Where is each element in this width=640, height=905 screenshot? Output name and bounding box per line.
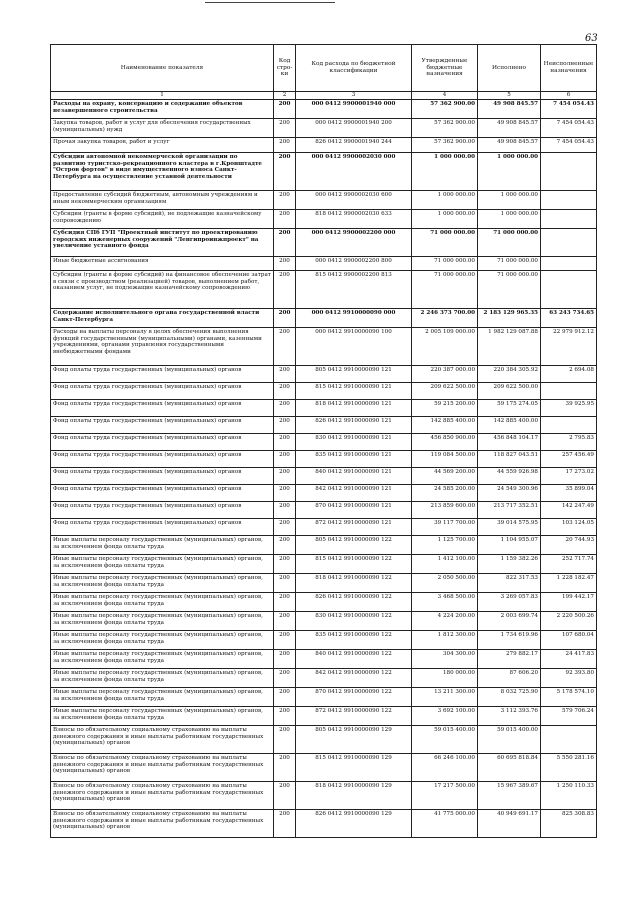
table-row: [51, 138, 597, 153]
table-row: [51, 574, 597, 593]
table-row: [51, 726, 597, 754]
row-name: Субсидии (гранты в форме субсидий) на финансовое обеспечение затрат в связи с производством (реализацией) товаров, выполнением работ, оказанием услуг, не подлежащие казначейскому сопровождению: [51, 271, 274, 309]
row-approved: 220 387 000.00: [412, 366, 478, 383]
row-line-code: 200: [274, 468, 296, 485]
row-executed: 24 549 300.96: [478, 485, 541, 502]
row-budget-code: 815 0412 9900002200 813: [296, 271, 412, 309]
row-budget-code: 815 0412 9910000090 121: [296, 383, 412, 400]
table-row: [51, 366, 597, 383]
row-name: Фонд оплаты труда государственных (муниципальных) органов: [51, 434, 274, 451]
table-row: [51, 502, 597, 519]
page-number: 63: [585, 33, 598, 44]
row-line-code: 200: [274, 631, 296, 650]
row-budget-code: 000 0412 9910000090 100: [296, 328, 412, 366]
row-unexecuted: 103 124.05: [541, 519, 597, 536]
table-header-row: [51, 45, 597, 92]
row-name: Содержание исполнительного органа государственной власти Санкт-Петербурга: [51, 309, 274, 328]
row-approved: 71 000 000.00: [412, 257, 478, 271]
table-row: [51, 468, 597, 485]
row-executed: 59 015 400.00: [478, 726, 541, 754]
row-line-code: 200: [274, 191, 296, 210]
row-unexecuted: [541, 153, 597, 191]
row-line-code: 200: [274, 555, 296, 574]
row-executed: 213 717 352.51: [478, 502, 541, 519]
row-unexecuted: 825 308.83: [541, 810, 597, 838]
row-line-code: 200: [274, 257, 296, 271]
row-approved: 3 692 100.00: [412, 707, 478, 726]
table-row: [51, 650, 597, 669]
table-body: [51, 100, 597, 838]
row-approved: 57 362 900.00: [412, 119, 478, 138]
row-budget-code: 000 0412 9900001940 200: [296, 119, 412, 138]
row-executed: 2 183 129 965.35: [478, 309, 541, 328]
row-name: Иные выплаты персоналу государственных (муниципальных) органов, за исключением фонда оплаты труда: [51, 650, 274, 669]
row-executed: 60 695 818.84: [478, 754, 541, 782]
row-line-code: 200: [274, 138, 296, 153]
row-approved: 456 850 900.00: [412, 434, 478, 451]
row-name: Закупка товаров, работ и услуг для обеспечения государственных (муниципальных) нужд: [51, 119, 274, 138]
row-name: Иные выплаты персоналу государственных (муниципальных) органов, за исключением фонда оплаты труда: [51, 536, 274, 555]
table-row: [51, 707, 597, 726]
row-name: Иные выплаты персоналу государственных (муниципальных) органов, за исключением фонда оплаты труда: [51, 669, 274, 688]
table-row: [51, 631, 597, 650]
row-approved: 2 246 373 700.00: [412, 309, 478, 328]
row-unexecuted: 24 417.83: [541, 650, 597, 669]
row-unexecuted: 5 550 281.16: [541, 754, 597, 782]
row-name: Взносы по обязательному социальному страхованию на выплаты денежного содержания и иные выплаты работникам государственных (муниципальных) органов: [51, 726, 274, 754]
row-unexecuted: 39 925.95: [541, 400, 597, 417]
row-budget-code: 000 0412 9900001940 000: [296, 100, 412, 119]
row-line-code: 200: [274, 612, 296, 631]
row-approved: 1 125 700.00: [412, 536, 478, 555]
row-line-code: 200: [274, 153, 296, 191]
row-line-code: 200: [274, 485, 296, 502]
row-budget-code: 826 0412 9910000090 121: [296, 417, 412, 434]
row-name: Фонд оплаты труда государственных (муниципальных) органов: [51, 451, 274, 468]
row-executed: 87 606.20: [478, 669, 541, 688]
row-name: Иные выплаты персоналу государственных (муниципальных) органов, за исключением фонда оплаты труда: [51, 688, 274, 707]
row-unexecuted: 199 442.17: [541, 593, 597, 612]
row-name: Расходы на охрану, консервацию и содержание объектов незавершенного строительства: [51, 100, 274, 119]
row-name: Взносы по обязательному социальному страхованию на выплаты денежного содержания и иные выплаты работникам государственных (муниципальных) органов: [51, 810, 274, 838]
row-unexecuted: 20 744.93: [541, 536, 597, 555]
row-approved: 209 622 500.00: [412, 383, 478, 400]
row-line-code: 200: [274, 434, 296, 451]
row-executed: 220 384 305.92: [478, 366, 541, 383]
row-approved: 142 885 400.00: [412, 417, 478, 434]
row-executed: 456 848 104.17: [478, 434, 541, 451]
row-name: Фонд оплаты труда государственных (муниципальных) органов: [51, 468, 274, 485]
row-executed: 49 908 845.57: [478, 119, 541, 138]
row-line-code: 200: [274, 810, 296, 838]
row-budget-code: 826 0412 9910000090 129: [296, 810, 412, 838]
row-unexecuted: 579 706.24: [541, 707, 597, 726]
table-row: [51, 328, 597, 366]
table-row: [51, 669, 597, 688]
row-line-code: 200: [274, 688, 296, 707]
row-unexecuted: [541, 271, 597, 309]
table-row: [51, 257, 597, 271]
row-executed: 8 032 725.90: [478, 688, 541, 707]
row-approved: 17 217 500.00: [412, 782, 478, 810]
top-rule: [205, 2, 335, 3]
row-executed: 3 112 393.76: [478, 707, 541, 726]
table-row: [51, 593, 597, 612]
row-unexecuted: 1 250 110.33: [541, 782, 597, 810]
row-approved: 1 412 100.00: [412, 555, 478, 574]
header-name: Наименование показателя: [51, 45, 274, 92]
row-name: Фонд оплаты труда государственных (муниципальных) органов: [51, 383, 274, 400]
row-approved: 304 300.00: [412, 650, 478, 669]
row-line-code: 200: [274, 328, 296, 366]
row-name: Фонд оплаты труда государственных (муниципальных) органов: [51, 366, 274, 383]
row-unexecuted: 107 680.04: [541, 631, 597, 650]
row-unexecuted: 257 456.49: [541, 451, 597, 468]
table-row: [51, 271, 597, 309]
table-row: [51, 612, 597, 631]
row-unexecuted: 22 979 912.12: [541, 328, 597, 366]
row-line-code: 200: [274, 271, 296, 309]
header-unexecuted: Неисполненные назначения: [541, 45, 597, 92]
row-budget-code: 872 0412 9910000090 121: [296, 519, 412, 536]
row-line-code: 200: [274, 519, 296, 536]
row-executed: 71 000 000.00: [478, 229, 541, 257]
row-approved: 1 000 000.00: [412, 153, 478, 191]
row-name: Иные бюджетные ассигнования: [51, 257, 274, 271]
row-budget-code: 000 0412 9900002030 000: [296, 153, 412, 191]
row-line-code: 200: [274, 366, 296, 383]
row-unexecuted: 142 247.49: [541, 502, 597, 519]
row-budget-code: 805 0412 9910000090 122: [296, 536, 412, 555]
row-executed: 59 175 274.05: [478, 400, 541, 417]
row-approved: 71 000 000.00: [412, 271, 478, 309]
row-executed: 279 882.17: [478, 650, 541, 669]
column-index: 1: [51, 92, 274, 100]
row-approved: 1 812 300.00: [412, 631, 478, 650]
row-budget-code: 830 0412 9910000090 121: [296, 434, 412, 451]
row-executed: 142 885 400.00: [478, 417, 541, 434]
row-budget-code: 818 0412 9910000090 122: [296, 574, 412, 593]
row-line-code: 200: [274, 309, 296, 328]
row-line-code: 200: [274, 593, 296, 612]
row-name: Прочая закупка товаров, работ и услуг: [51, 138, 274, 153]
row-line-code: 200: [274, 726, 296, 754]
row-budget-code: 000 0412 9900002030 600: [296, 191, 412, 210]
row-budget-code: 842 0412 9910000090 121: [296, 485, 412, 502]
row-approved: 24 585 200.00: [412, 485, 478, 502]
row-executed: 2 003 699.74: [478, 612, 541, 631]
table-row: [51, 555, 597, 574]
row-unexecuted: [541, 726, 597, 754]
row-line-code: 200: [274, 754, 296, 782]
row-approved: 44 569 200.00: [412, 468, 478, 485]
row-line-code: 200: [274, 210, 296, 229]
table-row: [51, 153, 597, 191]
row-approved: 39 117 700.00: [412, 519, 478, 536]
column-index: 4: [412, 92, 478, 100]
row-budget-code: 805 0412 9910000090 129: [296, 726, 412, 754]
row-executed: 1 000 000.00: [478, 191, 541, 210]
budget-execution-table: [50, 44, 597, 838]
row-budget-code: 835 0412 9910000090 121: [296, 451, 412, 468]
row-line-code: 200: [274, 400, 296, 417]
row-name: Взносы по обязательному социальному страхованию на выплаты денежного содержания и иные выплаты работникам государственных (муниципальных) органов: [51, 782, 274, 810]
row-line-code: 200: [274, 229, 296, 257]
row-executed: 3 269 057.83: [478, 593, 541, 612]
row-name: Взносы по обязательному социальному страхованию на выплаты денежного содержания и иные выплаты работникам государственных (муниципальных) органов: [51, 754, 274, 782]
row-budget-code: 818 0412 9900002030 633: [296, 210, 412, 229]
row-unexecuted: [541, 229, 597, 257]
row-approved: 71 000 000.00: [412, 229, 478, 257]
row-name: Субсидия СПб ГУП "Проектный институт по проектированию городских инженерных сооружений "Ленгипроинжпроект" на увеличение уставного фонда: [51, 229, 274, 257]
row-approved: 4 224 200.00: [412, 612, 478, 631]
row-name: Фонд оплаты труда государственных (муниципальных) органов: [51, 519, 274, 536]
row-executed: 822 317.53: [478, 574, 541, 593]
row-executed: 1 000 000.00: [478, 210, 541, 229]
row-line-code: 200: [274, 417, 296, 434]
header-approved: Утвержденные бюджетные назначения: [412, 45, 478, 92]
row-executed: 209 622 500.00: [478, 383, 541, 400]
table-row: [51, 383, 597, 400]
row-name: Субсидии автономной некоммерческой организации по развитию туристско-рекреационного кластера в г.Кронштадте "Остров фортов" в виде имущественного взноса Санкт-Петербурга на осуществление уставной деятельности: [51, 153, 274, 191]
row-unexecuted: 1 228 182.47: [541, 574, 597, 593]
table-row: [51, 754, 597, 782]
table-row: [51, 782, 597, 810]
row-unexecuted: 7 454 054.43: [541, 100, 597, 119]
row-name: Иные выплаты персоналу государственных (муниципальных) органов, за исключением фонда оплаты труда: [51, 574, 274, 593]
row-executed: 49 908 845.57: [478, 100, 541, 119]
row-unexecuted: [541, 383, 597, 400]
row-approved: 119 084 500.00: [412, 451, 478, 468]
row-budget-code: 842 0412 9910000090 122: [296, 669, 412, 688]
row-approved: 1 000 000.00: [412, 210, 478, 229]
header-executed: Исполнено: [478, 45, 541, 92]
row-approved: 3 468 500.00: [412, 593, 478, 612]
row-executed: 1 982 129 087.88: [478, 328, 541, 366]
row-line-code: 200: [274, 574, 296, 593]
row-name: Иные выплаты персоналу государственных (муниципальных) органов, за исключением фонда оплаты труда: [51, 555, 274, 574]
table-row: [51, 229, 597, 257]
row-budget-code: 870 0412 9910000090 122: [296, 688, 412, 707]
row-approved: 66 246 100.00: [412, 754, 478, 782]
row-unexecuted: 7 454 054.43: [541, 119, 597, 138]
table-row: [51, 485, 597, 502]
row-line-code: 200: [274, 650, 296, 669]
table-row: [51, 417, 597, 434]
row-line-code: 200: [274, 383, 296, 400]
table-row: [51, 451, 597, 468]
row-budget-code: 872 0412 9910000090 122: [296, 707, 412, 726]
row-name: Фонд оплаты труда государственных (муниципальных) органов: [51, 502, 274, 519]
row-name: Субсидии (гранты в форме субсидий), не подлежащие казначейскому сопровождению: [51, 210, 274, 229]
header-budget-code: Код расхода по бюджетной классификации: [296, 45, 412, 92]
row-approved: 2 050 500.00: [412, 574, 478, 593]
table-row: [51, 309, 597, 328]
row-executed: 49 908 845.57: [478, 138, 541, 153]
row-unexecuted: 17 273.02: [541, 468, 597, 485]
table-row: [51, 434, 597, 451]
row-budget-code: 818 0412 9910000090 121: [296, 400, 412, 417]
row-line-code: 200: [274, 502, 296, 519]
row-executed: 1 104 955.07: [478, 536, 541, 555]
row-executed: 1 734 619.96: [478, 631, 541, 650]
table-row: [51, 519, 597, 536]
row-approved: 41 775 000.00: [412, 810, 478, 838]
row-unexecuted: 7 454 054.43: [541, 138, 597, 153]
table-row: [51, 119, 597, 138]
table-row: [51, 810, 597, 838]
row-budget-code: 835 0412 9910000090 122: [296, 631, 412, 650]
table-row: [51, 191, 597, 210]
row-line-code: 200: [274, 100, 296, 119]
row-unexecuted: 92 393.80: [541, 669, 597, 688]
row-name: Фонд оплаты труда государственных (муниципальных) органов: [51, 485, 274, 502]
row-unexecuted: [541, 257, 597, 271]
column-index: 5: [478, 92, 541, 100]
row-budget-code: 000 0412 9900002200 000: [296, 229, 412, 257]
row-budget-code: 000 0412 9910000090 000: [296, 309, 412, 328]
column-index: 3: [296, 92, 412, 100]
row-approved: 2 005 109 000.00: [412, 328, 478, 366]
row-unexecuted: 2 694.08: [541, 366, 597, 383]
row-line-code: 200: [274, 119, 296, 138]
row-unexecuted: 5 178 574.10: [541, 688, 597, 707]
row-executed: 44 559 926.98: [478, 468, 541, 485]
column-index-row: [51, 92, 597, 100]
row-approved: 59 015 400.00: [412, 726, 478, 754]
row-executed: 39 014 575.95: [478, 519, 541, 536]
row-budget-code: 870 0412 9910000090 121: [296, 502, 412, 519]
row-unexecuted: [541, 210, 597, 229]
row-line-code: 200: [274, 669, 296, 688]
row-executed: 1 159 382.26: [478, 555, 541, 574]
row-name: Фонд оплаты труда государственных (муниципальных) органов: [51, 417, 274, 434]
row-name: Иные выплаты персоналу государственных (муниципальных) органов, за исключением фонда оплаты труда: [51, 593, 274, 612]
row-budget-code: 840 0412 9910000090 121: [296, 468, 412, 485]
row-approved: 213 859 600.00: [412, 502, 478, 519]
table-row: [51, 536, 597, 555]
row-approved: 13 211 300.00: [412, 688, 478, 707]
column-index: 2: [274, 92, 296, 100]
row-line-code: 200: [274, 707, 296, 726]
row-budget-code: 805 0412 9910000090 121: [296, 366, 412, 383]
row-executed: 40 949 691.17: [478, 810, 541, 838]
row-unexecuted: 2 795.83: [541, 434, 597, 451]
row-unexecuted: 63 243 734.65: [541, 309, 597, 328]
row-line-code: 200: [274, 451, 296, 468]
row-name: Иные выплаты персоналу государственных (муниципальных) органов, за исключением фонда оплаты труда: [51, 707, 274, 726]
row-budget-code: 815 0412 9910000090 122: [296, 555, 412, 574]
table-row: [51, 400, 597, 417]
table-row: [51, 210, 597, 229]
row-name: Иные выплаты персоналу государственных (муниципальных) органов, за исключением фонда оплаты труда: [51, 612, 274, 631]
row-budget-code: 818 0412 9910000090 129: [296, 782, 412, 810]
row-name: Иные выплаты персоналу государственных (муниципальных) органов, за исключением фонда оплаты труда: [51, 631, 274, 650]
row-approved: 57 362 900.00: [412, 100, 478, 119]
row-approved: 57 362 900.00: [412, 138, 478, 153]
row-unexecuted: 2 220 500.26: [541, 612, 597, 631]
row-budget-code: 826 0412 9910000090 122: [296, 593, 412, 612]
row-budget-code: 830 0412 9910000090 122: [296, 612, 412, 631]
row-executed: 118 827 043.51: [478, 451, 541, 468]
row-approved: 180 000.00: [412, 669, 478, 688]
row-unexecuted: 252 717.74: [541, 555, 597, 574]
row-name: Предоставление субсидий бюджетным, автономным учреждениям и иным некоммерческим организациям: [51, 191, 274, 210]
row-budget-code: 815 0412 9910000090 129: [296, 754, 412, 782]
row-approved: 59 215 200.00: [412, 400, 478, 417]
table-row: [51, 100, 597, 119]
row-approved: 1 000 000.00: [412, 191, 478, 210]
table-row: [51, 688, 597, 707]
header-line-code: Код стро-ки: [274, 45, 296, 92]
row-budget-code: 000 0412 9900002200 800: [296, 257, 412, 271]
column-index: 6: [541, 92, 597, 100]
row-unexecuted: [541, 417, 597, 434]
row-budget-code: 826 0412 9900001940 244: [296, 138, 412, 153]
row-name: Расходы на выплаты персоналу в целях обеспечения выполнения функций государственными (муниципальными) органами, казенными учреждениями, органами управления государственными внебюджетными фондами: [51, 328, 274, 366]
row-unexecuted: 35 899.04: [541, 485, 597, 502]
row-executed: 71 000 000.00: [478, 271, 541, 309]
row-executed: 71 000 000.00: [478, 257, 541, 271]
row-line-code: 200: [274, 536, 296, 555]
row-unexecuted: [541, 191, 597, 210]
row-executed: 15 967 389.67: [478, 782, 541, 810]
row-line-code: 200: [274, 782, 296, 810]
row-budget-code: 840 0412 9910000090 122: [296, 650, 412, 669]
row-name: Фонд оплаты труда государственных (муниципальных) органов: [51, 400, 274, 417]
row-executed: 1 000 000.00: [478, 153, 541, 191]
